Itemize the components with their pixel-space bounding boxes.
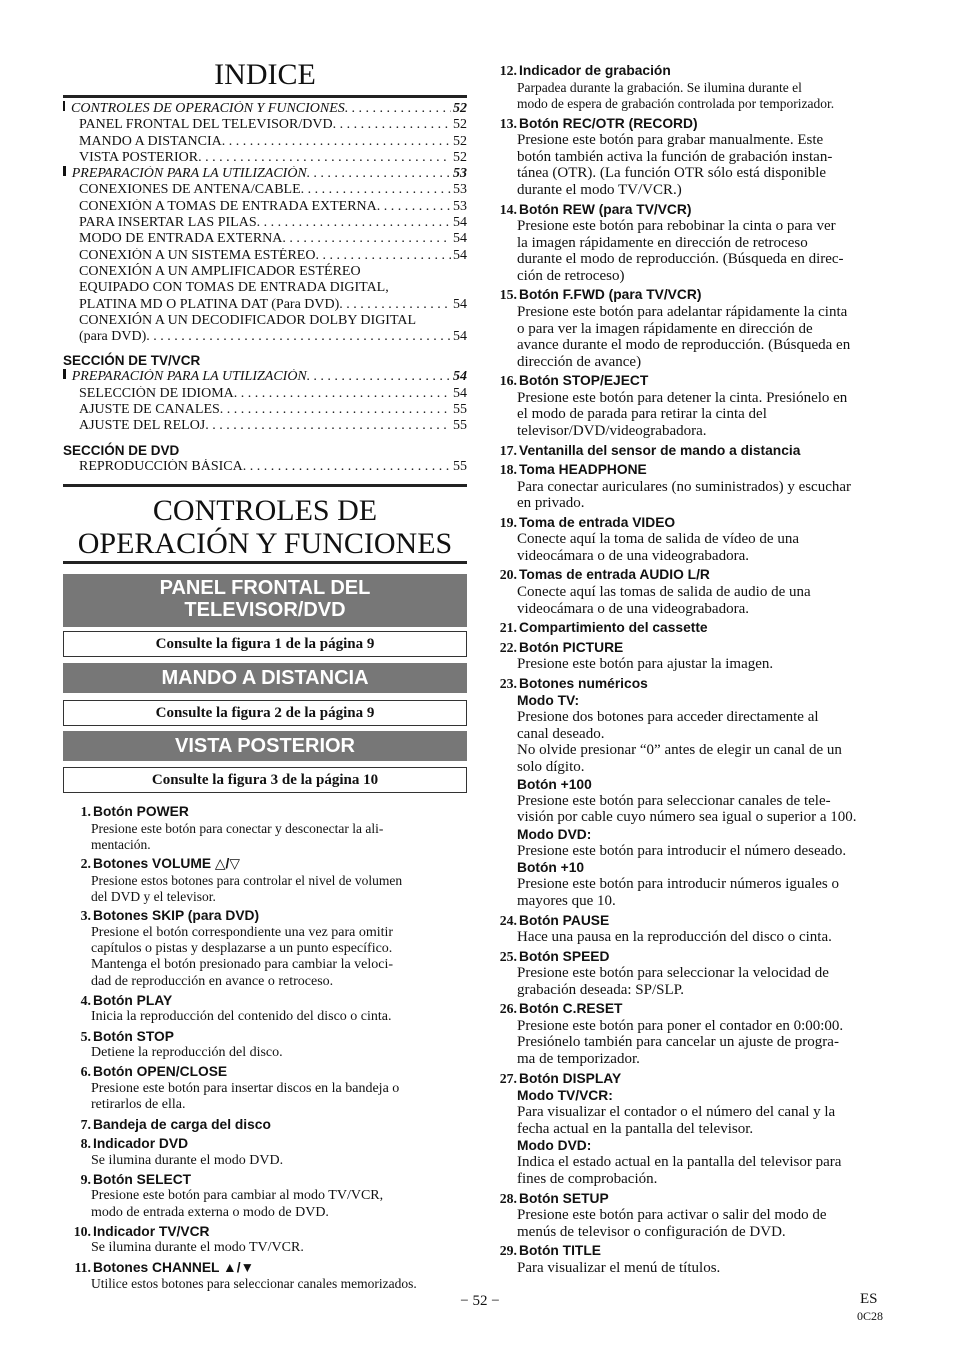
control-item-number: 17. bbox=[499, 442, 517, 458]
control-item-subtext: Indica el estado actual en la pantalla del televisor para fines de comprobación. bbox=[517, 1154, 842, 1187]
control-item-subheading: Botón +100 bbox=[517, 776, 592, 792]
toc-entry-page: 54 bbox=[453, 247, 467, 263]
control-item-name: Botones SKIP (para DVD) bbox=[93, 908, 260, 924]
toc-entry bbox=[63, 134, 467, 150]
control-item-name: Ventanilla del sensor de mando a distancia bbox=[519, 442, 801, 458]
toc-entry-label: PLATINA MD O PLATINA DAT (Para DVD) bbox=[79, 296, 340, 312]
control-item-description: Parpadea durante la grabación. Se ilumina durante el modo de espera de grabación controlada por temporizador. bbox=[517, 79, 835, 112]
control-item-title bbox=[489, 619, 893, 637]
control-item-title bbox=[63, 1259, 467, 1277]
toc-entry-label: SELECCIÓN DE IDIOMA bbox=[79, 385, 234, 401]
toc-leader bbox=[377, 199, 451, 215]
control-item bbox=[489, 201, 893, 285]
control-item bbox=[489, 1070, 893, 1188]
toc-entry bbox=[63, 459, 467, 475]
toc-entry-label: CONEXIÓN A TOMAS DE ENTRADA EXTERNA bbox=[79, 198, 377, 214]
toc-entry-label: PREPARACIÓN PARA LA UTILIZACIÓN bbox=[71, 166, 307, 182]
control-item-title bbox=[63, 1028, 467, 1046]
control-item-name: Toma de entrada VIDEO bbox=[519, 514, 676, 530]
toc-entry-page: 54 bbox=[453, 296, 467, 312]
control-item-subheading: Modo TV: bbox=[517, 693, 580, 709]
toc-leader bbox=[222, 134, 451, 150]
control-item-number: 22. bbox=[499, 639, 517, 655]
control-item-number: 2. bbox=[80, 856, 91, 872]
control-item-name: Botón POWER bbox=[93, 804, 189, 819]
control-item-description: Conecte aquí las tomas de salida de audio de una videocámara o de una videograbadora. bbox=[517, 583, 811, 617]
band-vista-posterior: VISTA POSTERIOR bbox=[63, 731, 467, 761]
title-rule bbox=[63, 95, 467, 98]
controls-title bbox=[63, 494, 467, 560]
control-item-description: Presione este botón para activar o salir del modo de menús de televisor o configuración de DVD. bbox=[517, 1207, 827, 1240]
toc-entry-page: 54 bbox=[453, 369, 467, 385]
control-item bbox=[63, 907, 467, 990]
toc-leader bbox=[345, 101, 451, 117]
control-item-title bbox=[489, 372, 893, 390]
control-item-number: 25. bbox=[499, 948, 517, 964]
band-panel-frontal bbox=[63, 574, 467, 627]
toc-entry bbox=[63, 166, 467, 182]
toc-entry-page: 53 bbox=[453, 166, 467, 182]
control-item-title bbox=[489, 675, 893, 693]
control-item-description: Presione el botón correspondiente una vez para omitir capítulos o pistas y desplazarse a un punto específico. Mantenga el botón presionado para cambiar la veloci- dad de reproducción en avance o retroceso. bbox=[91, 924, 394, 989]
toc-entry-page: 55 bbox=[453, 418, 467, 434]
control-item-description: Presione este botón para ajustar la imagen. bbox=[517, 656, 774, 673]
square-bullet-icon bbox=[63, 166, 66, 176]
toc-entry bbox=[63, 297, 467, 313]
band-mando-distancia: MANDO A DISTANCIA bbox=[63, 663, 467, 693]
toc-leader bbox=[282, 231, 451, 247]
control-item-subheading: Modo DVD: bbox=[517, 826, 592, 842]
control-item-description: Hace una pausa en la reproducción del disco o cinta. bbox=[517, 929, 832, 946]
control-item-description: Para visualizar el menú de títulos. bbox=[517, 1259, 721, 1276]
toc-entry: CONEXIÓN A UN AMPLIFICADOR ESTÉREO bbox=[79, 263, 361, 279]
control-item-description: Presione este botón para seleccionar la velocidad de grabación deseada: SP/SLP. bbox=[517, 965, 829, 998]
control-item bbox=[489, 1242, 893, 1276]
toc-entry-label: AJUSTE DEL RELOJ bbox=[79, 418, 206, 434]
toc-entry-label: (para DVD) bbox=[79, 329, 147, 345]
control-item bbox=[489, 619, 893, 637]
control-item-title bbox=[489, 1242, 893, 1260]
control-item-number: 14. bbox=[499, 201, 517, 217]
control-item bbox=[489, 115, 893, 199]
toc-entry-page: 52 bbox=[453, 133, 467, 149]
control-item bbox=[489, 675, 893, 910]
control-item bbox=[489, 948, 893, 999]
control-item-subtext: Para visualizar el contador o el número del canal y la fecha actual en la pantalla del televisor. bbox=[517, 1104, 836, 1137]
toc-leader bbox=[301, 182, 451, 198]
toc-entry bbox=[63, 182, 467, 198]
control-item-name: Bandeja de carga del disco bbox=[93, 1116, 271, 1132]
control-item-number: 19. bbox=[499, 514, 517, 530]
control-item-description: Presione estos botones para controlar el nivel de volumen del DVD y el televisor. bbox=[91, 872, 403, 904]
control-item-description: Se ilumina durante el modo DVD. bbox=[91, 1152, 284, 1168]
control-item-number: 13. bbox=[499, 115, 517, 131]
section-heading-tvvcr: SECCIÓN DE TV/VCR bbox=[63, 353, 201, 369]
control-item-name: Tomas de entrada AUDIO L/R bbox=[519, 567, 710, 583]
control-item bbox=[63, 1171, 467, 1221]
toc-entry-page: 53 bbox=[453, 182, 467, 198]
square-bullet-icon bbox=[63, 369, 66, 379]
control-item-title bbox=[489, 286, 893, 304]
control-item-number: 16. bbox=[499, 373, 517, 389]
ref-figure-2: Consulte la figura 2 de la página 9 bbox=[63, 700, 467, 726]
toc-entry bbox=[63, 402, 467, 418]
control-item-description: Se ilumina durante el modo TV/VCR. bbox=[91, 1240, 304, 1256]
control-item-title bbox=[489, 514, 893, 532]
toc-entry-page: 52 bbox=[453, 117, 467, 133]
toc-entry bbox=[63, 231, 467, 247]
square-bullet-icon bbox=[63, 101, 65, 111]
control-item-name: Botón REW (para TV/VCR) bbox=[519, 201, 692, 217]
control-item-description: Detiene la reproducción del disco. bbox=[91, 1045, 283, 1061]
control-item bbox=[63, 1116, 467, 1134]
indice-title: INDICE bbox=[214, 58, 316, 91]
control-item-description: Presione este botón para conectar y desconectar la ali- mentación. bbox=[91, 820, 384, 852]
toc-entry-page: 53 bbox=[453, 198, 467, 214]
control-item-number: 11. bbox=[74, 1259, 91, 1275]
control-item-number: 29. bbox=[499, 1243, 517, 1259]
control-item bbox=[63, 1259, 467, 1293]
language-code: ES bbox=[860, 1291, 878, 1307]
control-item-name: Botón SETUP bbox=[519, 1190, 609, 1206]
control-item-subtext: Presione este botón para introducir números iguales o mayores que 10. bbox=[517, 876, 840, 909]
control-item-name: Toma HEADPHONE bbox=[519, 462, 647, 478]
toc-leader bbox=[205, 418, 451, 434]
toc-leader bbox=[315, 248, 451, 264]
toc-entry bbox=[63, 150, 467, 166]
control-item-title bbox=[63, 1063, 467, 1081]
control-item-title bbox=[63, 1135, 467, 1153]
control-item-description: Conecte aquí la toma de salida de vídeo de una videocámara o de una videograbadora. bbox=[517, 531, 799, 564]
control-item-number: 10. bbox=[73, 1223, 91, 1239]
toc-leader bbox=[198, 150, 451, 166]
toc-entry-label: PARA INSERTAR LAS PILAS bbox=[79, 215, 257, 231]
toc-leader bbox=[243, 459, 451, 475]
toc-leader bbox=[220, 402, 451, 418]
control-item-name: Compartimiento del cassette bbox=[519, 620, 708, 636]
control-item-subtext: Presione este botón para seleccionar canales de tele- visión por cable cuyo número sea igual o superior a 100. bbox=[517, 792, 857, 826]
control-item bbox=[489, 639, 893, 673]
toc-entry-label: MANDO A DISTANCIA bbox=[79, 133, 222, 149]
control-item-number: 4. bbox=[80, 992, 91, 1008]
control-item-title bbox=[489, 912, 893, 930]
control-item-description: Inicia la reproducción del contenido del disco o cinta. bbox=[91, 1009, 392, 1025]
doc-code: 0C28 bbox=[857, 1309, 884, 1323]
toc-entry-page: 54 bbox=[453, 385, 467, 401]
control-item bbox=[489, 514, 893, 565]
control-item-name: Botones CHANNEL ▲/▼ bbox=[93, 1259, 255, 1275]
control-item-name: Botón TITLE bbox=[519, 1243, 601, 1259]
band-panel-frontal-line2: TELEVISOR/DVD bbox=[184, 599, 346, 621]
control-item-subtext: Presione dos botones para acceder directamente al canal deseado. No olvide presionar “0” antes de elegir un canal de un solo dígito. bbox=[517, 709, 842, 776]
control-item-name: Botón DISPLAY bbox=[519, 1070, 622, 1086]
control-item bbox=[63, 1063, 467, 1113]
control-item-title bbox=[489, 115, 893, 133]
control-item bbox=[489, 372, 893, 439]
toc-entry-label: PREPARACIÓN PARA LA UTILIZACIÓN bbox=[71, 369, 307, 385]
control-item-description: Presione este botón para cambiar al modo TV/VCR, modo de entrada externa o modo de DVD. bbox=[91, 1188, 384, 1220]
control-item-name: Botón STOP bbox=[93, 1028, 174, 1044]
toc-entry bbox=[63, 215, 467, 231]
control-item-subheading: Modo DVD: bbox=[517, 1138, 592, 1154]
toc-entry: EQUIPADO CON TOMAS DE ENTRADA DIGITAL, bbox=[79, 280, 389, 296]
section-heading-dvd: SECCIÓN DE DVD bbox=[63, 442, 180, 458]
toc-entry-page: 52 bbox=[453, 149, 467, 165]
control-item bbox=[63, 1028, 467, 1062]
control-item-name: Botón PICTURE bbox=[519, 639, 624, 655]
toc-leader bbox=[146, 329, 451, 345]
control-item-subheading: Botón +10 bbox=[517, 860, 585, 876]
control-item-name: Botón OPEN/CLOSE bbox=[93, 1064, 228, 1080]
toc-entry: CONEXIÓN A UN DECODIFICADOR DOLBY DIGITAL bbox=[79, 312, 417, 328]
toc-entry-page: 54 bbox=[453, 329, 467, 345]
control-item-description: Presione este botón para detener la cinta. Presiónelo en el modo de parada para retirar la cinta del televisor/DVD/videograbadora. bbox=[517, 389, 848, 439]
toc-entry-label: VISTA POSTERIOR bbox=[79, 149, 199, 165]
toc-entry-label: CONEXIONES DE ANTENA/CABLE bbox=[79, 182, 301, 198]
control-item-number: 7. bbox=[80, 1116, 91, 1132]
control-item-number: 20. bbox=[499, 567, 517, 583]
control-item-number: 1. bbox=[80, 804, 91, 819]
page-number: − 52 − bbox=[460, 1293, 500, 1309]
control-item-number: 9. bbox=[80, 1171, 91, 1187]
control-item bbox=[63, 1223, 467, 1257]
control-item-title bbox=[489, 1190, 893, 1208]
toc-entry-label: CONTROLES DE OPERACIÓN Y FUNCIONES bbox=[71, 101, 345, 116]
control-item bbox=[489, 286, 893, 370]
items-right bbox=[489, 62, 893, 1278]
control-item-title bbox=[489, 1000, 893, 1018]
control-item-name: Botón SPEED bbox=[519, 948, 610, 964]
toc-entry bbox=[63, 386, 467, 402]
control-item-title bbox=[63, 855, 467, 873]
control-item-title bbox=[489, 62, 893, 80]
control-item bbox=[63, 803, 467, 853]
control-item bbox=[489, 442, 893, 460]
toc-entry bbox=[63, 418, 467, 434]
toc-leader bbox=[307, 166, 451, 182]
control-item-title bbox=[63, 803, 467, 821]
control-item-name: Botón REC/OTR (RECORD) bbox=[519, 115, 698, 131]
ref-figure-1: Consulte la figura 1 de la página 9 bbox=[63, 631, 467, 657]
control-item-name: Indicador TV/VCR bbox=[93, 1223, 210, 1239]
control-item-description: Para conectar auriculares (no suministrados) y escuchar en privado. bbox=[517, 478, 852, 512]
control-item-number: 12. bbox=[499, 63, 517, 78]
toc-entry bbox=[63, 199, 467, 215]
control-item-name: Botón SELECT bbox=[93, 1171, 192, 1187]
control-item-description: Presione este botón para poner el contador en 0:00:00. Presiónelo también para cancelar un ajuste de progra- ma de temporizador. bbox=[517, 1017, 844, 1068]
control-item-title bbox=[489, 566, 893, 584]
band-panel-frontal-line1: PANEL FRONTAL DEL bbox=[159, 577, 371, 599]
toc-leader bbox=[333, 117, 451, 133]
toc-entry-label: PANEL FRONTAL DEL TELEVISOR/DVD bbox=[79, 117, 333, 133]
control-item-number: 5. bbox=[80, 1028, 91, 1044]
toc-leader bbox=[257, 215, 451, 231]
control-item-number: 6. bbox=[80, 1064, 91, 1080]
control-item-title bbox=[489, 1070, 893, 1088]
section-rule bbox=[63, 484, 467, 487]
toc-leader bbox=[234, 386, 451, 402]
control-item-name: Indicador de grabación bbox=[519, 63, 671, 78]
control-item-title bbox=[489, 948, 893, 966]
toc-entry-label: REPRODUCCIÓN BÁSICA bbox=[79, 458, 243, 474]
control-item-title bbox=[489, 461, 893, 479]
control-item-description: Presione este botón para rebobinar la cinta o para ver la imagen rápidamente en dirección de retroceso durante el modo de reproducción. (Búsqueda en direc- ción de retroceso) bbox=[517, 218, 844, 284]
toc-leader bbox=[339, 297, 451, 313]
control-item-name: Botón C.RESET bbox=[519, 1001, 623, 1017]
control-item-number: 27. bbox=[499, 1070, 517, 1086]
control-item bbox=[489, 62, 893, 113]
control-item-number: 15. bbox=[499, 287, 517, 303]
control-item-name: Indicador DVD bbox=[93, 1136, 189, 1152]
toc-entry-page: 55 bbox=[453, 402, 467, 418]
control-item bbox=[489, 1190, 893, 1241]
control-item-number: 3. bbox=[80, 908, 91, 924]
control-item-name: Botón PAUSE bbox=[519, 912, 610, 928]
control-item-title bbox=[489, 639, 893, 657]
toc-entry bbox=[63, 248, 467, 264]
toc bbox=[63, 101, 467, 475]
control-item-title bbox=[63, 1223, 467, 1241]
control-item-description: Presione este botón para adelantar rápidamente la cinta o para ver la imagen rápidamente en dirección de avance durante el modo de reproducción. (Búsqueda en dirección de avance) bbox=[517, 303, 851, 370]
control-item-title bbox=[63, 1116, 467, 1134]
control-item-name: Botón PLAY bbox=[93, 992, 173, 1008]
toc-leader bbox=[307, 369, 451, 385]
control-item-number: 23. bbox=[499, 675, 517, 691]
toc-entry bbox=[63, 369, 467, 385]
toc-entry-page: 54 bbox=[453, 215, 467, 231]
control-item-number: 18. bbox=[499, 462, 517, 478]
control-item-number: 24. bbox=[499, 912, 517, 928]
control-item bbox=[63, 855, 467, 905]
control-item-number: 28. bbox=[499, 1190, 517, 1206]
control-item-subtext: Presione este botón para introducir el número deseado. bbox=[517, 842, 847, 859]
toc-entry-label: AJUSTE DE CANALES bbox=[79, 402, 220, 418]
control-item bbox=[63, 1135, 467, 1169]
control-item-description: Presione este botón para grabar manualmente. Este botón también activa la función de grabación instan- tánea (OTR). (La función OTR sólo está disponible durante el modo TV/VCR.) bbox=[517, 132, 833, 198]
toc-entry-page: 54 bbox=[453, 231, 467, 247]
control-item-description: Utilice estos botones para seleccionar canales memorizados. bbox=[91, 1276, 417, 1292]
control-item-subheading: Modo TV/VCR: bbox=[517, 1088, 613, 1104]
toc-entry bbox=[63, 117, 467, 133]
control-item-number: 26. bbox=[499, 1001, 517, 1017]
toc-entry-label: MODO DE ENTRADA EXTERNA bbox=[79, 231, 283, 247]
section-rule bbox=[63, 561, 467, 564]
control-item-number: 21. bbox=[499, 620, 517, 636]
items-left bbox=[63, 803, 467, 1295]
controls-title-line1: CONTROLES DE bbox=[152, 494, 378, 527]
control-item bbox=[63, 992, 467, 1026]
control-item-title bbox=[63, 907, 467, 925]
control-item bbox=[489, 461, 893, 512]
control-item-title bbox=[63, 1171, 467, 1189]
control-item-number: 8. bbox=[80, 1136, 91, 1152]
control-item-title bbox=[489, 201, 893, 219]
control-item bbox=[489, 566, 893, 617]
controls-title-line2: OPERACIÓN Y FUNCIONES bbox=[77, 527, 453, 560]
control-item bbox=[489, 912, 893, 946]
control-item-name: Botones VOLUME △/▽ bbox=[93, 856, 240, 872]
ref-figure-3: Consulte la figura 3 de la página 10 bbox=[63, 767, 467, 793]
toc-entry-label: CONEXIÓN A UN SISTEMA ESTÉREO bbox=[79, 247, 316, 263]
control-item-name: Botones numéricos bbox=[519, 675, 648, 691]
control-item-description: Presione este botón para insertar discos en la bandeja o retirarlos de ella. bbox=[91, 1080, 400, 1113]
control-item-title bbox=[63, 992, 467, 1010]
toc-entry bbox=[63, 329, 467, 345]
toc-entry-page: 52 bbox=[453, 101, 467, 116]
control-item-title bbox=[489, 442, 893, 460]
toc-entry-page: 55 bbox=[453, 458, 467, 474]
toc-entry bbox=[63, 101, 467, 117]
control-item bbox=[489, 1000, 893, 1067]
control-item-name: Botón STOP/EJECT bbox=[519, 373, 649, 389]
control-item-name: Botón F.FWD (para TV/VCR) bbox=[519, 287, 702, 303]
